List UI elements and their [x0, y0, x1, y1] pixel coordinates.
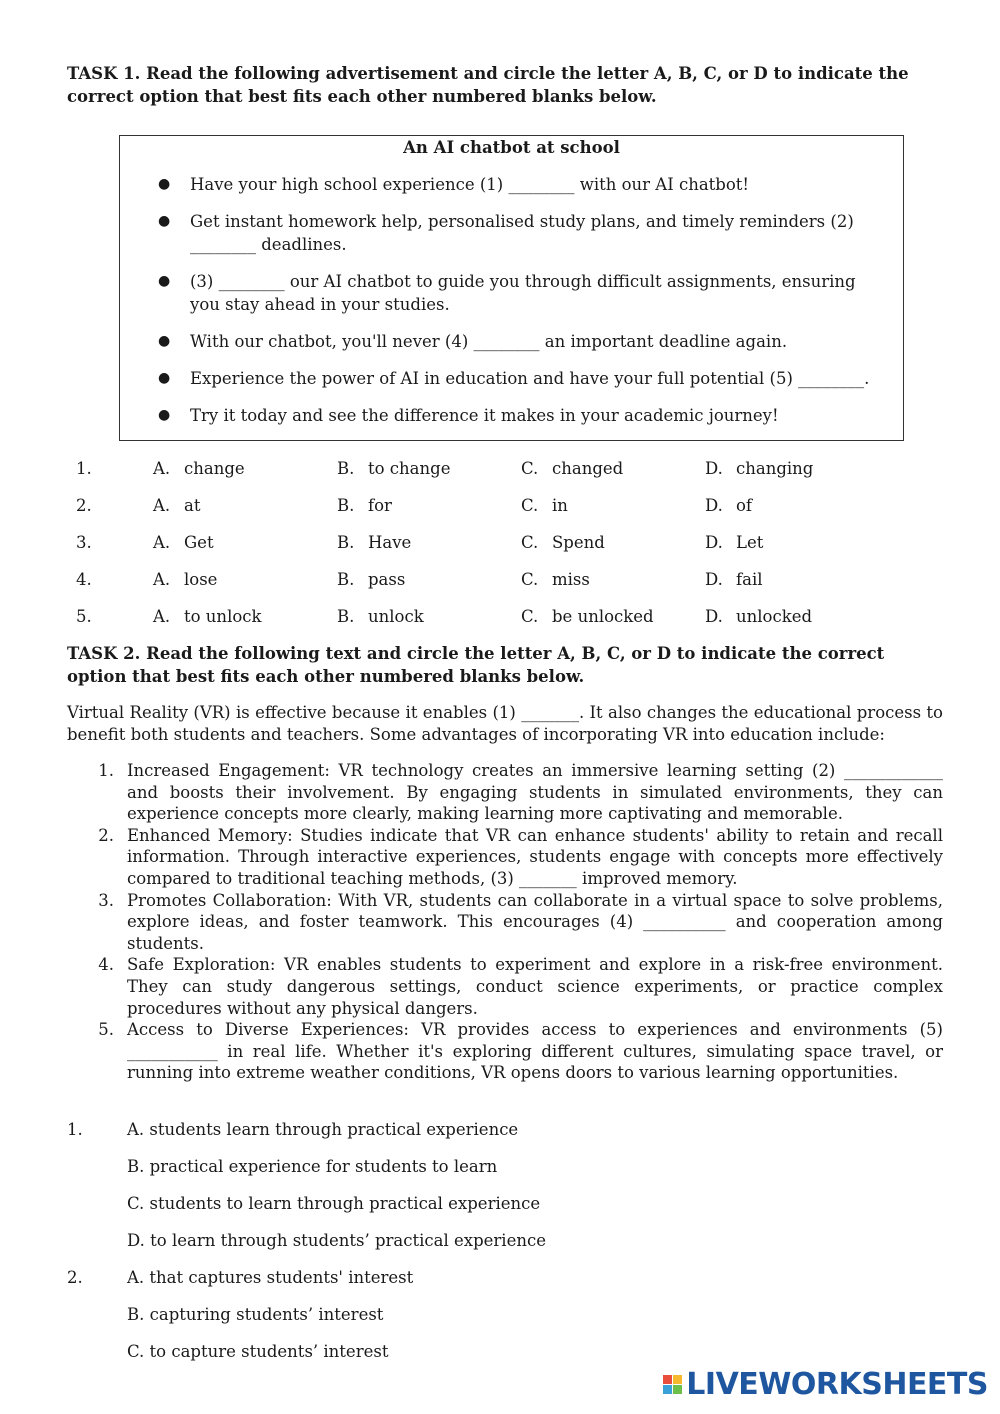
option-c[interactable]: C. miss — [521, 570, 590, 589]
question-row — [67, 598, 943, 635]
logo-text: LIVEWORKSHEETS — [686, 1367, 988, 1402]
task2-questions — [67, 1112, 943, 1371]
list-item: 5. Access to Diverse Experiences: VR provides access to experiences and environments (5) ___________ in real life. Whether it's exploring different cultures, simulating space travel, or running into extreme weather conditions, VR opens doors to various learning opportunities. — [98, 1020, 943, 1083]
question-number: 5. — [76, 607, 92, 626]
option-d[interactable]: D. changing — [705, 459, 814, 478]
question-row — [67, 1297, 943, 1334]
question-row — [67, 487, 943, 524]
task2-intro: Virtual Reality (VR) is effective because it enables (1) _______. It also changes the educational process to benefit both students and teachers. Some advantages of incorporating VR into education include: — [67, 703, 943, 744]
option-b[interactable]: B. pass — [337, 570, 406, 589]
ad-bullet: ● With our chatbot, you'll never (4) ________ an important deadline again. — [144, 330, 879, 353]
option-b[interactable]: B. capturing students’ interest — [127, 1305, 384, 1325]
question-row — [67, 524, 943, 561]
question-row — [67, 1186, 943, 1223]
option-c[interactable]: C. students to learn through practical experience — [127, 1194, 541, 1214]
ad-bullet: ● (3) ________ our AI chatbot to guide you through difficult assignments, ensuring you stay ahead in your studies. — [144, 270, 879, 316]
option-c[interactable]: C. Spend — [521, 533, 605, 552]
list-item: 3. Promotes Collaboration: With VR, students can collaborate in a virtual space to solve problems, explore ideas, and foster teamwork. This encourages (4) __________ and cooperation among students. — [98, 890, 943, 953]
option-a[interactable]: A. students learn through practical experience — [127, 1120, 519, 1140]
bullet-icon: ● — [158, 273, 171, 289]
list-item: 2. Enhanced Memory: Studies indicate that VR can enhance students' ability to retain and recall information. Through interactive experiences, students engage with concepts more effectively compared to traditional teaching methods, (3) _______ improved memory. — [98, 825, 943, 888]
question-row — [67, 1149, 943, 1186]
question-row — [67, 450, 943, 487]
option-b[interactable]: B. for — [337, 496, 392, 515]
bullet-icon: ● — [158, 176, 171, 192]
question-number: 1. — [76, 459, 92, 478]
option-a[interactable]: A. lose — [153, 570, 218, 589]
option-a[interactable]: A. change — [153, 459, 245, 478]
logo-icon — [663, 1375, 682, 1394]
option-a[interactable]: A. Get — [153, 533, 214, 552]
option-a[interactable]: A. at — [153, 496, 201, 515]
question-number: 4. — [76, 570, 92, 589]
option-a[interactable]: A. that captures students' interest — [127, 1268, 414, 1288]
option-c[interactable]: C. changed — [521, 459, 624, 478]
list-item: 1. Increased Engagement: VR technology creates an immersive learning setting (2) ____________ and boosts their involvement. By engaging students in simulated environments, they can experience concepts more clearly, making learning more captivating and memorable. — [98, 761, 943, 824]
bullet-icon: ● — [158, 333, 171, 349]
option-d[interactable]: D. fail — [705, 570, 763, 589]
advertisement-box — [119, 135, 904, 441]
question-row — [67, 1260, 943, 1297]
logo-square-e — [673, 1385, 682, 1394]
option-d[interactable]: D. of — [705, 496, 753, 515]
logo-square-i — [673, 1375, 682, 1384]
question-row — [67, 561, 943, 598]
logo-square-l — [663, 1375, 672, 1384]
option-b[interactable]: B. unlock — [337, 607, 424, 626]
task2-heading: TASK 2. Read the following text and circle the letter A, B, C, or D to indicate the correct option that best fits each other numbered blanks below. — [67, 644, 885, 686]
ad-title: An AI chatbot at school — [403, 138, 620, 157]
worksheet — [67, 62, 943, 1371]
question-row — [67, 1223, 943, 1260]
question-row — [67, 1334, 943, 1371]
option-b[interactable]: B. practical experience for students to learn — [127, 1157, 498, 1177]
bullet-icon: ● — [158, 407, 171, 423]
bullet-icon: ● — [158, 213, 171, 229]
ad-bullet: ● Have your high school experience (1) ________ with our AI chatbot! — [144, 173, 879, 196]
ad-bullet: ● Try it today and see the difference it makes in your academic journey! — [144, 404, 879, 427]
task1-questions — [67, 450, 943, 635]
liveworksheets-logo[interactable] — [663, 1367, 988, 1402]
advantages-list — [67, 760, 943, 1084]
option-b[interactable]: B. Have — [337, 533, 412, 552]
option-c[interactable]: C. be unlocked — [521, 607, 654, 626]
question-number: 1. — [67, 1120, 83, 1140]
logo-square-v — [663, 1385, 672, 1394]
option-c[interactable]: C. in — [521, 496, 568, 515]
bullet-icon: ● — [158, 370, 171, 386]
question-number: 2. — [76, 496, 92, 515]
list-item: 4. Safe Exploration: VR enables students to experiment and explore in a risk-free environment. They can study dangerous settings, conduct science experiments, or practice complex procedures without any physical dangers. — [98, 955, 943, 1018]
task1-heading: TASK 1. Read the following advertisement and circle the letter A, B, C, or D to indicate the correct option that best fits each other numbered blanks below. — [67, 64, 909, 106]
option-d[interactable]: D. Let — [705, 533, 764, 552]
option-c[interactable]: C. to capture students’ interest — [127, 1342, 389, 1362]
option-a[interactable]: A. to unlock — [153, 607, 262, 626]
question-number: 2. — [67, 1268, 83, 1288]
question-number: 3. — [76, 533, 92, 552]
question-row — [67, 1112, 943, 1149]
option-b[interactable]: B. to change — [337, 459, 451, 478]
ad-bullet: ● Experience the power of AI in education and have your full potential (5) ________. — [144, 367, 879, 390]
option-d[interactable]: D. unlocked — [705, 607, 813, 626]
option-d[interactable]: D. to learn through students’ practical experience — [127, 1231, 546, 1251]
ad-bullet: ● Get instant homework help, personalised study plans, and timely reminders (2) ________ deadlines. — [144, 210, 879, 256]
